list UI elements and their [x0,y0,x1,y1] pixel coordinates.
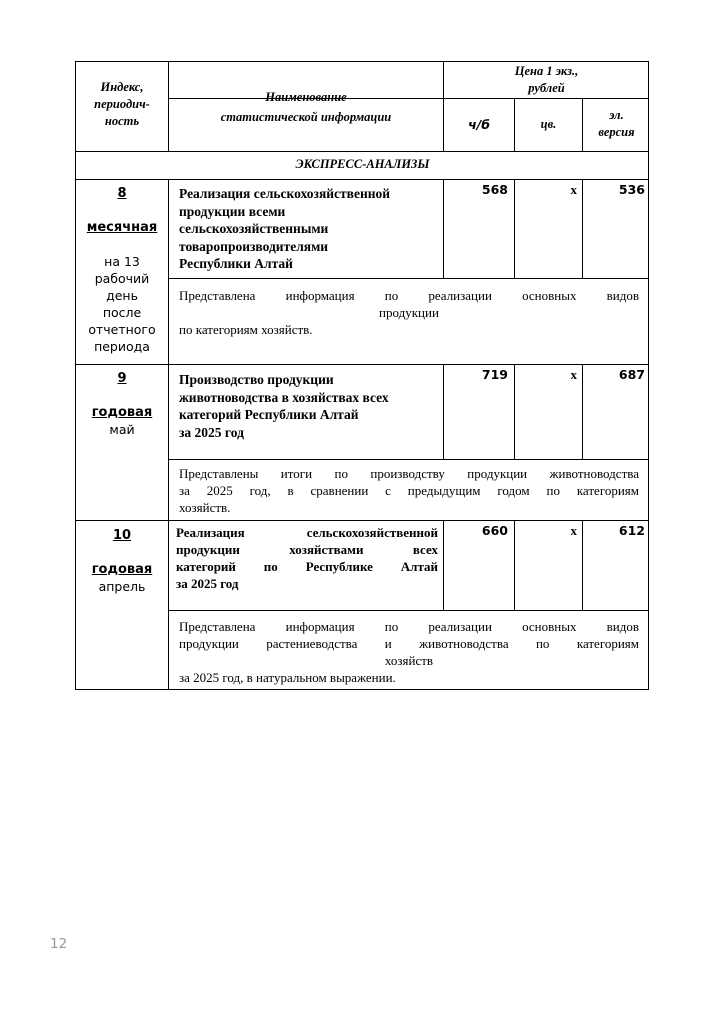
row9-price-color: х [570,367,577,382]
description-line: Представлена информация по реализации основных видов [179,619,639,634]
price-header-line: Цена 1 экз., [514,64,579,78]
row-title-line: продукции всеми [179,203,286,219]
row9-title [179,371,441,441]
name-column-header [169,87,443,127]
row-schedule-line: рабочий [94,271,150,286]
row-title-line: за 2025 год [176,576,239,591]
index-header-line: ность [104,114,140,128]
row-title-line: сельскохозяйственными [179,221,329,236]
row8-price-color: х [570,182,577,197]
description-line: хозяйств. [179,500,231,515]
row-title-line: за 2025 год [179,424,244,440]
row-title-line: Республики Алтай [179,256,293,271]
row10-price-electronic: 612 [618,523,645,538]
row-index-number: 10 [112,528,132,543]
row-schedule-line: на 13 [104,254,140,269]
description-line: продукции [379,305,439,320]
row8-title [179,185,441,273]
row8-index-cell [76,185,168,355]
catalog-table [75,61,649,690]
index-column-header [76,79,168,130]
row10-title [176,524,438,592]
row-title-line: Реализация сельскохозяйственной [179,186,391,201]
row-schedule-line: отчетного [88,322,156,337]
description-line: хозяйств [384,653,434,668]
index-header-line: Индекс, [100,80,144,94]
row8-name-bottom-line [169,278,648,279]
section-bottom-line [76,179,648,180]
description-line: Представлены итоги по производству продукции животноводства [179,466,639,481]
row8-price-electronic: 536 [618,182,645,197]
color-price-header: цв. [540,117,557,131]
row-schedule-line: апрель [98,579,146,594]
row9-name-bottom-line [169,459,648,460]
row8-bottom-line [76,364,648,365]
row9-price-electronic: 687 [618,367,645,382]
index-col-divider [168,179,169,689]
row8-price-bw: 568 [481,182,508,197]
electronic-header-line: версия [598,125,635,139]
row-schedule-line: после [102,305,142,320]
price-column-header [444,63,649,97]
section-title: ЭКСПРЕСС-АНАЛИЗЫ [295,157,430,171]
row-periodicity: годовая [91,405,153,420]
row9-index-cell [76,370,168,438]
row9-bottom-line [76,520,648,521]
page-number: 12 [50,936,68,952]
row8-description [179,287,639,338]
header-bottom-line [76,151,648,152]
row-periodicity: годовая [91,562,153,577]
name-header-line: Наименование [265,90,347,104]
description-line: за 2025 год, в натуральном выражении. [179,670,396,685]
row-schedule-line: май [109,422,135,437]
row10-name-bottom-line [169,610,648,611]
row-title-line: животноводства в хозяйствах всех [179,389,389,405]
electronic-header-line: эл. [609,108,624,122]
row-title-line: Реализация сельскохозяйственной [176,525,438,540]
name-header-line: статистической информации [220,110,392,124]
row10-index-cell [76,527,168,595]
row-title-line: продукции хозяйствами всех [176,542,438,557]
row-periodicity: месячная [86,220,158,235]
row10-price-color: х [570,523,577,538]
row-title-line: категорий Республики Алтай [179,407,359,422]
row-index-number: 9 [117,371,127,386]
row-title-line: Производство продукции [179,372,334,387]
row-index-number: 8 [117,186,127,201]
row9-price-bw: 719 [481,367,508,382]
row-title-line: категорий по Республике Алтай [176,559,438,574]
row9-description [179,465,639,516]
description-line: продукции растениеводства и животноводства по категориям [179,636,639,651]
description-line: по категориям хозяйств. [179,322,313,337]
index-header-line: периодич- [94,97,150,111]
row10-description [179,618,639,686]
row10-price-bw: 660 [481,523,508,538]
description-line: за 2025 год, в сравнении с предыдущим годом по категориям [179,483,639,498]
row-schedule-line: день [106,288,138,303]
row-title-line: товаропроизводителями [179,238,329,254]
row-schedule-line: периода [94,339,150,354]
description-line: Представлена информация по реализации основных видов [179,288,639,303]
bw-price-header: ч/б [468,117,490,132]
electronic-price-header [583,107,650,141]
price-header-line: рублей [528,81,565,95]
